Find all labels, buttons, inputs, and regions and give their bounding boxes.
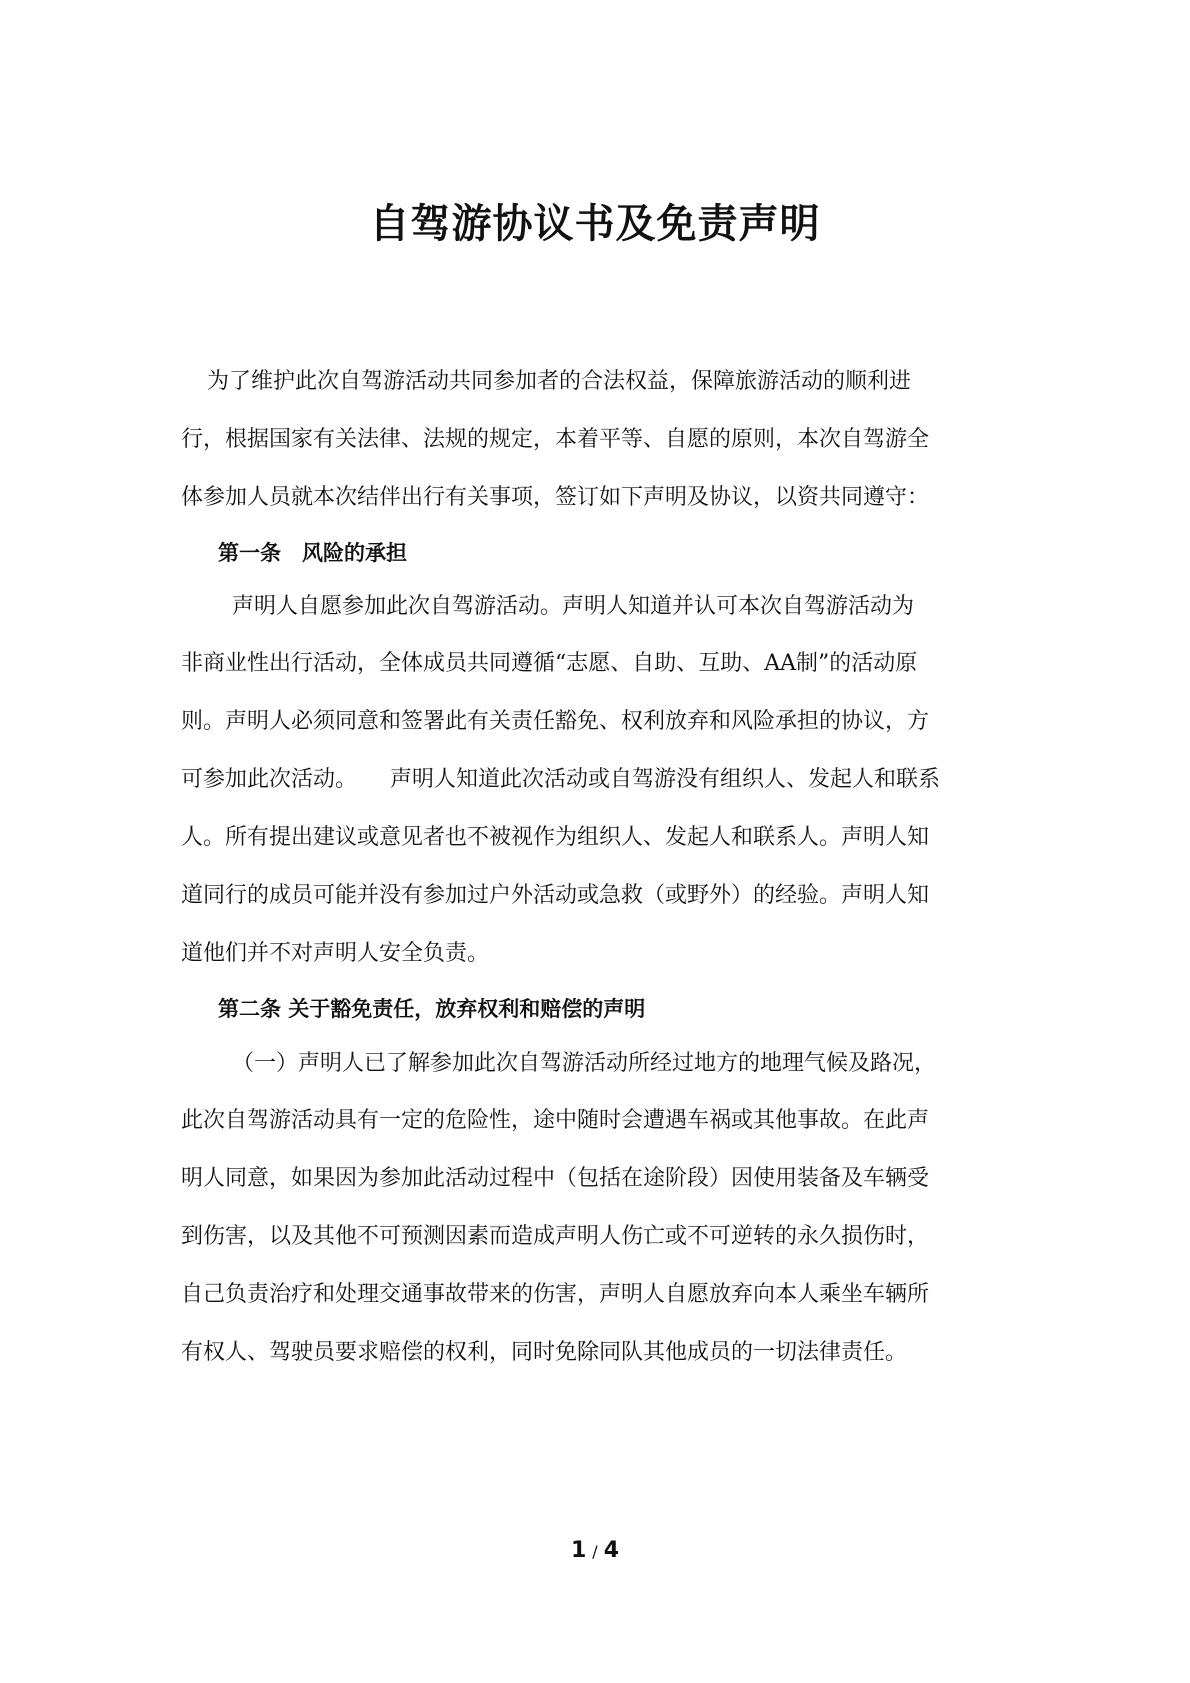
article1-line: 道他们并不对声明人安全负责。 [181, 941, 490, 966]
document-title: 自驾游协议书及免责声明 [369, 201, 821, 247]
article2-line: 自己负责治疗和处理交通事故带来的伤害，声明人自愿放弃向本人乘坐车辆所 [181, 1282, 930, 1307]
article1-line: 可参加此次活动。 声明人知道此次活动或自驾游没有组织人、发起人和联系 [181, 767, 941, 792]
page-number [0, 1536, 1190, 1567]
article2-line: 明人同意，如果因为参加此活动过程中（包括在途阶段）因使用装备及车辆受 [181, 1166, 930, 1191]
article2-line: 有权人、驾驶员要求赔偿的权利，同时免除同队其他成员的一切法律责任。 [181, 1340, 908, 1365]
article2-line: 此次自驾游活动具有一定的危险性，途中随时会遭遇车祸或其他事故。在此声 [181, 1108, 930, 1133]
article1-line: 非商业性出行活动，全体成员共同遵循“志愿、自助、互助、AA制”的活动原 [181, 651, 918, 676]
article1-line: 则。声明人必须同意和签署此有关责任豁免、权利放弃和风险承担的协议，方 [181, 709, 930, 734]
intro-line: 体参加人员就本次结伴出行有关事项，签订如下声明及协议，以资共同遵守： [181, 485, 930, 510]
intro-line: 行，根据国家有关法律、法规的规定，本着平等、自愿的原则，本次自驾游全 [181, 427, 930, 452]
article2-heading: 第二条 关于豁免责任，放弃权利和赔偿的声明 [218, 997, 646, 1021]
page-current: 1 [570, 1538, 587, 1563]
article1-line: 声明人自愿参加此次自驾游活动。声明人知道并认可本次自驾游活动为 [232, 594, 915, 619]
intro-line: 为了维护此次自驾游活动共同参加者的合法权益，保障旅游活动的顺利进 [207, 369, 912, 394]
article1-line: 人。所有提出建议或意见者也不被视作为组织人、发起人和联系人。声明人知 [181, 825, 930, 850]
article1-heading: 第一条 风险的承担 [218, 541, 407, 565]
page-separator: / [592, 1542, 598, 1561]
article2-line: （一）声明人已了解参加此次自驾游活动所经过地方的地理气候及路况， [232, 1051, 937, 1076]
article2-line: 到伤害，以及其他不可预测因素而造成声明人伤亡或不可逆转的永久损伤时， [181, 1224, 930, 1249]
article1-line: 道同行的成员可能并没有参加过户外活动或急救（或野外）的经验。声明人知 [181, 883, 930, 908]
page-total: 4 [603, 1538, 619, 1563]
